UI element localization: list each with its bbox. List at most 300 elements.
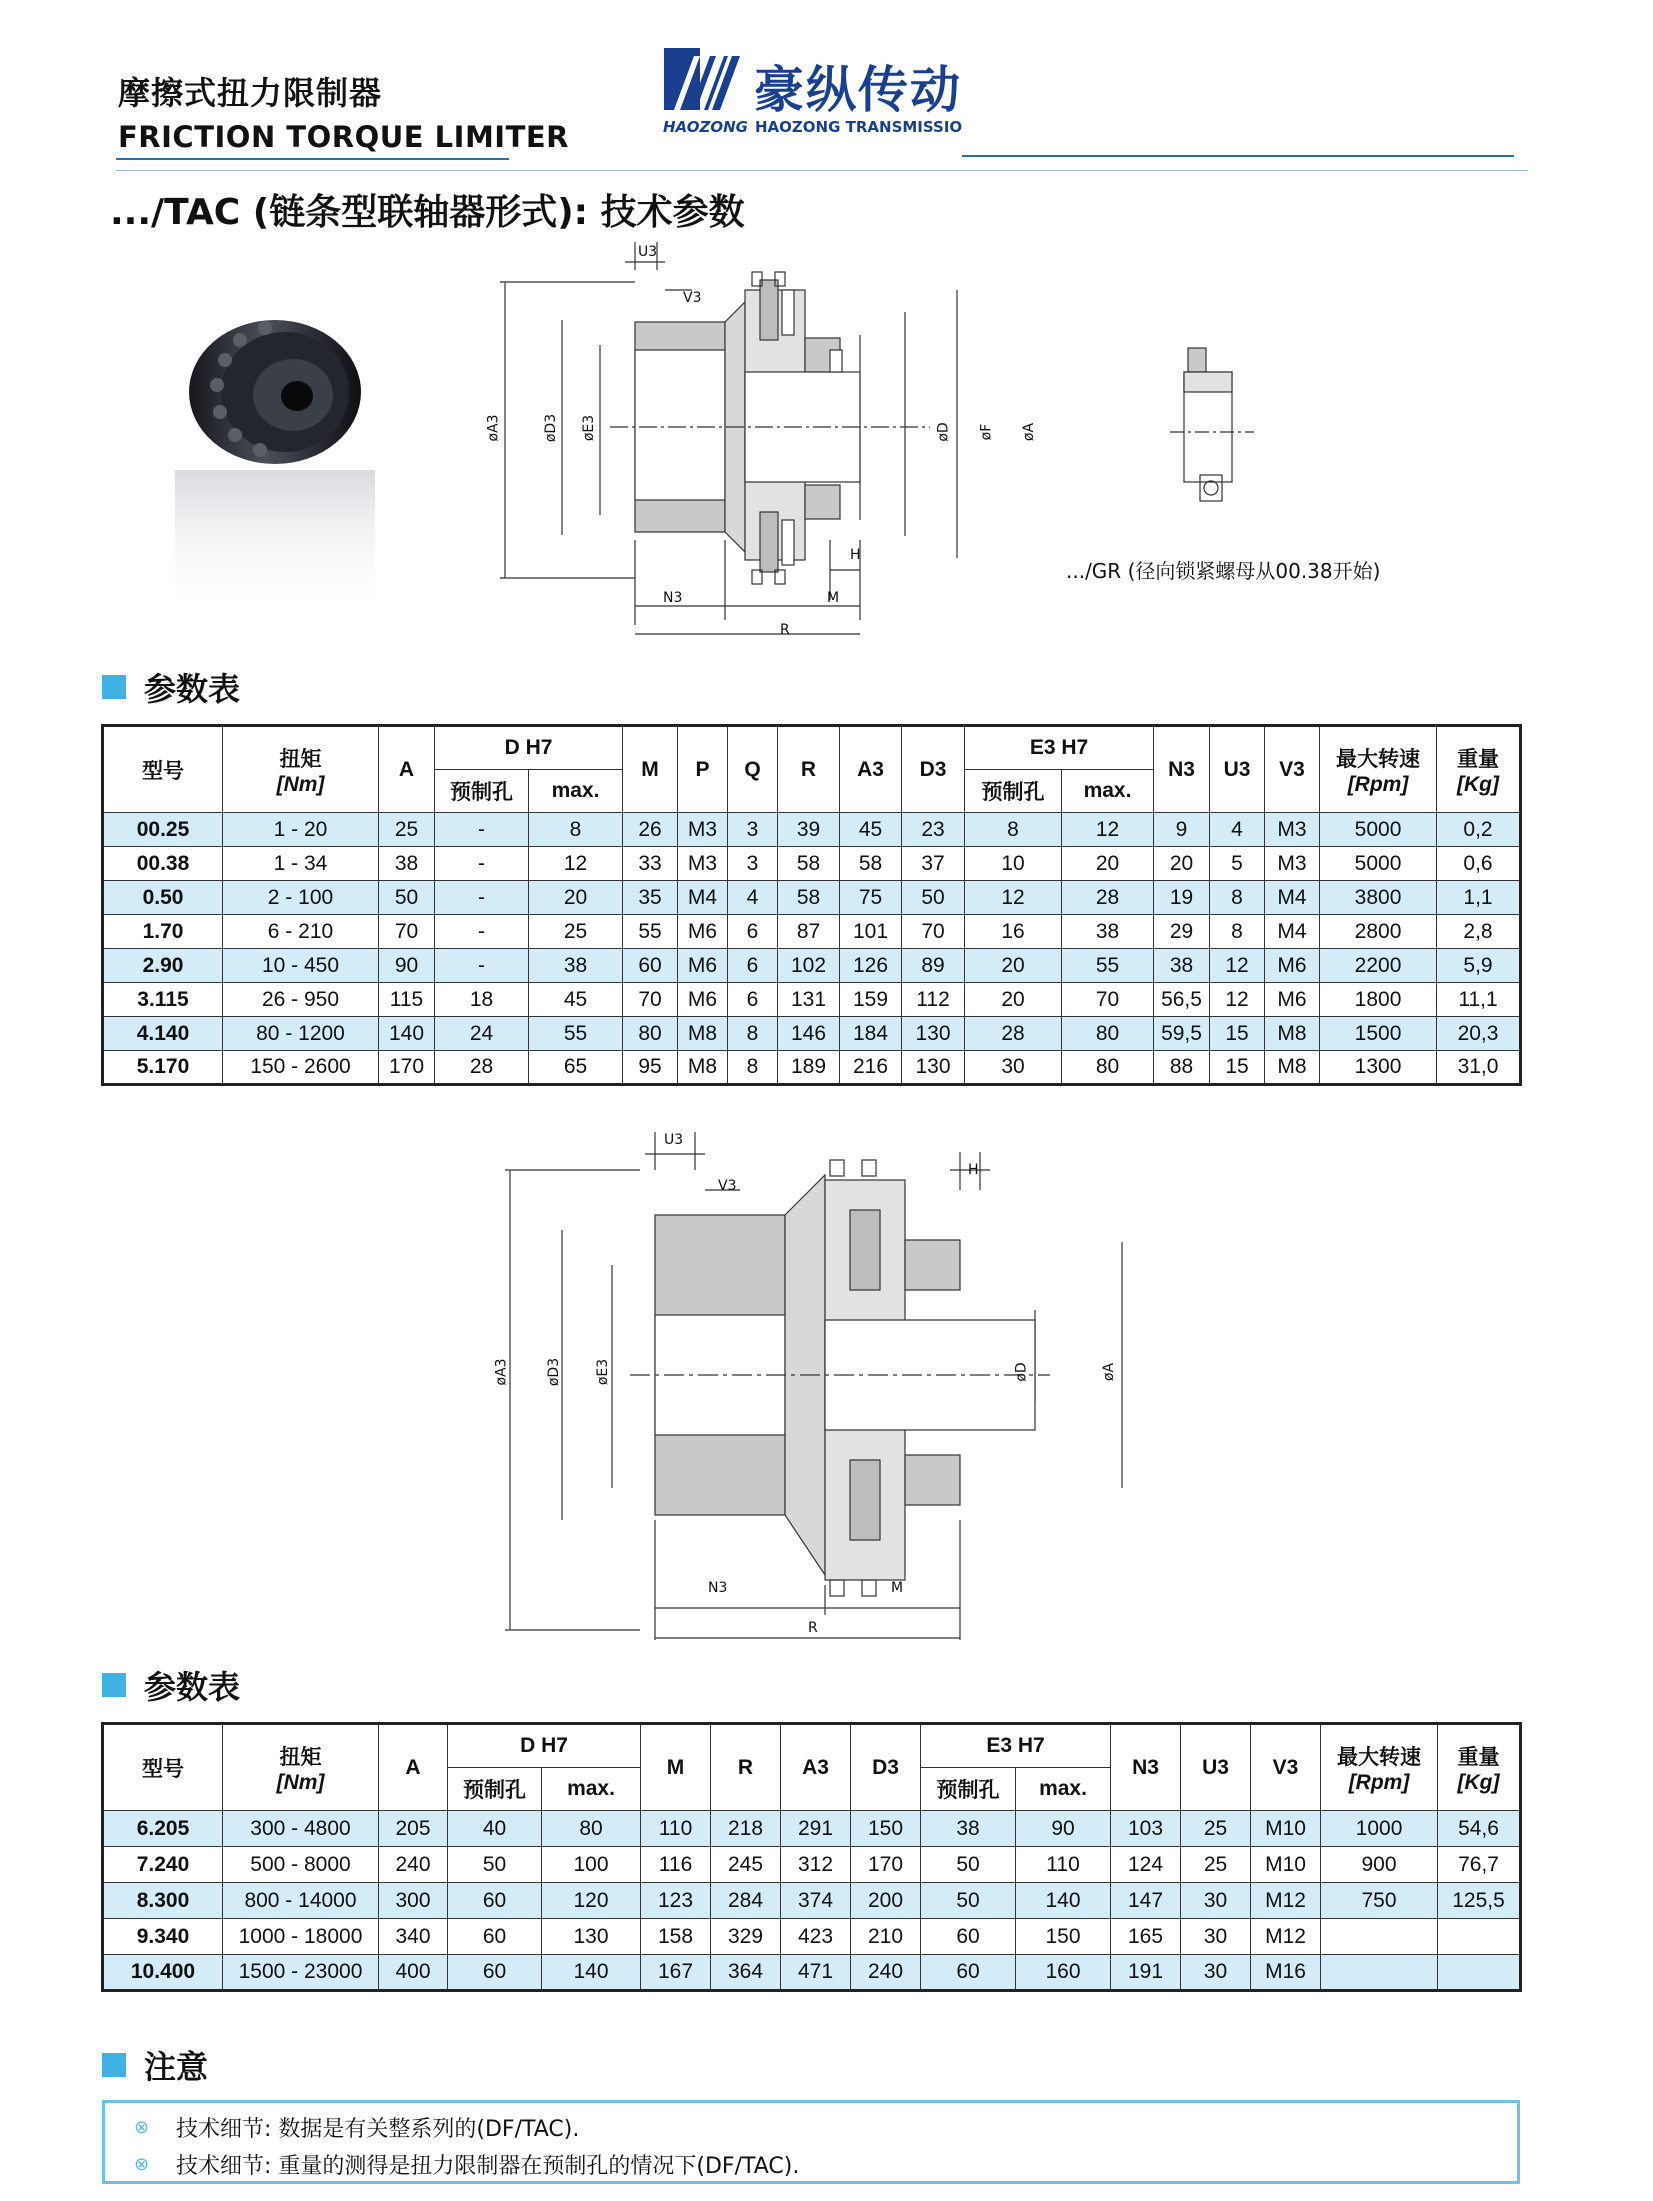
col-weight-unit: [Kg] <box>1457 1770 1500 1794</box>
col-d-pre: 预制孔 <box>448 1768 542 1811</box>
header-title-en: FRICTION TORQUE LIMITER <box>118 120 570 154</box>
table-cell: M4 <box>1265 881 1320 915</box>
table-cell: 0,6 <box>1437 847 1521 881</box>
table-cell: 123 <box>641 1883 711 1919</box>
page-title: .../TAC (链条型联轴器形式): 技术参数 <box>110 192 745 233</box>
table-cell: 19 <box>1154 881 1210 915</box>
table-cell: 16 <box>965 915 1062 949</box>
table-cell: M6 <box>1265 983 1320 1017</box>
table-cell <box>1438 1955 1521 1991</box>
header-rule-right <box>962 155 1514 157</box>
logo-text-zh: 豪纵传动 <box>754 61 962 119</box>
header-title-zh: 摩擦式扭力限制器 <box>118 74 383 112</box>
table-cell: - <box>435 915 529 949</box>
table-cell: 58 <box>778 881 840 915</box>
table-cell: 29 <box>1154 915 1210 949</box>
table-cell: 2,8 <box>1437 915 1521 949</box>
col-speed-unit: [Rpm] <box>1347 772 1409 796</box>
table-cell: 8 <box>1210 915 1265 949</box>
logo-text-en-short: HAOZONG <box>663 118 748 136</box>
col-q: Q <box>728 726 778 813</box>
table-cell: M3 <box>678 813 728 847</box>
table-cell: 146 <box>778 1017 840 1051</box>
table-row <box>103 1919 1521 1955</box>
table-cell: 115 <box>379 983 435 1017</box>
table-cell: 80 <box>542 1811 641 1847</box>
table-cell: - <box>435 847 529 881</box>
table-cell: 12 <box>529 847 623 881</box>
col-m: M <box>623 726 678 813</box>
table-cell: 126 <box>840 949 902 983</box>
col-e3-pre: 预制孔 <box>965 770 1062 813</box>
table-row <box>103 949 1521 983</box>
table-cell: 39 <box>778 813 840 847</box>
table-cell: 284 <box>711 1883 781 1919</box>
table-cell: 80 <box>1062 1051 1154 1085</box>
col-d-max: max. <box>529 770 623 813</box>
table-cell: 95 <box>623 1051 678 1085</box>
table-cell: 1 - 20 <box>223 813 379 847</box>
cell-model: 4.140 <box>103 1017 223 1051</box>
cell-model: 10.400 <box>103 1955 223 1991</box>
table-cell: M3 <box>678 847 728 881</box>
table-cell: 2 - 100 <box>223 881 379 915</box>
table-cell: 102 <box>778 949 840 983</box>
col-d: D H7 <box>448 1724 641 1768</box>
table-cell: 1000 - 18000 <box>223 1919 379 1955</box>
dim-label-r: R <box>780 622 790 638</box>
table-cell: 75 <box>840 881 902 915</box>
col-v3: V3 <box>1251 1724 1321 1811</box>
table-cell: 50 <box>902 881 965 915</box>
table-cell <box>1438 1919 1521 1955</box>
table-cell: M6 <box>678 915 728 949</box>
section-heading-text: 参数表 <box>144 1668 241 1706</box>
col-torque <box>223 726 379 813</box>
table-cell: 9 <box>1154 813 1210 847</box>
col-speed <box>1321 1724 1438 1811</box>
table-cell: 8 <box>728 1017 778 1051</box>
table-cell: 150 <box>851 1811 921 1847</box>
dim2-label-h: H <box>968 1162 979 1178</box>
company-logo-icon <box>660 48 744 116</box>
table-cell: 158 <box>641 1919 711 1955</box>
cell-model: 6.205 <box>103 1811 223 1847</box>
dim2-label-n3: N3 <box>708 1580 728 1596</box>
table-row <box>103 813 1521 847</box>
table-cell: 140 <box>379 1017 435 1051</box>
dim-label-m: M <box>827 590 840 606</box>
table-cell: 124 <box>1111 1847 1181 1883</box>
table-cell: 216 <box>840 1051 902 1085</box>
table-cell: 55 <box>1062 949 1154 983</box>
col-weight-label: 重量 <box>1457 1745 1500 1769</box>
table-cell: 50 <box>379 881 435 915</box>
table-cell: M8 <box>678 1017 728 1051</box>
table-cell: 3 <box>728 847 778 881</box>
col-speed <box>1320 726 1437 813</box>
table-cell: 40 <box>448 1811 542 1847</box>
table-cell: 15 <box>1210 1017 1265 1051</box>
col-e3-pre: 预制孔 <box>921 1768 1016 1811</box>
table-cell: 60 <box>448 1883 542 1919</box>
table-cell: 900 <box>1321 1847 1438 1883</box>
table-cell: 10 <box>965 847 1062 881</box>
table-cell: 6 <box>728 915 778 949</box>
table-cell: 160 <box>1016 1955 1111 1991</box>
table-cell: 65 <box>529 1051 623 1085</box>
dim-label-f: øF <box>978 423 995 441</box>
table-cell: 300 <box>379 1883 448 1919</box>
table-cell: 8 <box>1210 881 1265 915</box>
col-d-pre: 预制孔 <box>435 770 529 813</box>
table-cell: 159 <box>840 983 902 1017</box>
col-e3: E3 H7 <box>921 1724 1111 1768</box>
section-marker-icon <box>102 1673 126 1697</box>
table-cell: 240 <box>379 1847 448 1883</box>
dim2-label-d3: øD3 <box>546 1357 563 1387</box>
col-weight-unit: [Kg] <box>1457 772 1499 796</box>
table-cell: 2200 <box>1320 949 1437 983</box>
table-cell: M4 <box>678 881 728 915</box>
header-rule-left <box>116 158 509 160</box>
table-cell: 58 <box>778 847 840 881</box>
dim-label-e3: øE3 <box>581 414 598 442</box>
table-cell: - <box>435 949 529 983</box>
table-cell: 11,1 <box>1437 983 1521 1017</box>
dim2-label-m: M <box>891 1580 904 1596</box>
table-cell: 87 <box>778 915 840 949</box>
col-d: D H7 <box>435 726 623 770</box>
table-cell: 26 <box>623 813 678 847</box>
col-torque <box>223 1724 379 1811</box>
section-heading-notes <box>102 2042 208 2088</box>
table-cell: 8 <box>728 1051 778 1085</box>
table-cell: 58 <box>840 847 902 881</box>
table-cell: 191 <box>1111 1955 1181 1991</box>
table-cell: 33 <box>623 847 678 881</box>
col-u3: U3 <box>1210 726 1265 813</box>
table-cell: 20 <box>1062 847 1154 881</box>
table-cell: 205 <box>379 1811 448 1847</box>
table-cell: 37 <box>902 847 965 881</box>
dim2-label-e3: øE3 <box>595 1358 612 1386</box>
table-cell: 54,6 <box>1438 1811 1521 1847</box>
cell-model: 3.115 <box>103 983 223 1017</box>
table-cell: M12 <box>1251 1919 1321 1955</box>
table-cell: 750 <box>1321 1883 1438 1919</box>
table-cell: 26 - 950 <box>223 983 379 1017</box>
dim-label-h: H <box>850 547 861 563</box>
table-cell: 800 - 14000 <box>223 1883 379 1919</box>
note-bullet-icon: ⊗ <box>134 2154 150 2175</box>
dim2-label-d: øD <box>1013 1362 1030 1382</box>
table-cell: 240 <box>851 1955 921 1991</box>
table-cell: 150 - 2600 <box>223 1051 379 1085</box>
table-cell: 1,1 <box>1437 881 1521 915</box>
table-cell: 12 <box>965 881 1062 915</box>
table-cell: 28 <box>435 1051 529 1085</box>
table-cell: 70 <box>1062 983 1154 1017</box>
section-heading-table-2 <box>102 1662 240 1708</box>
note-text: 技术细节: 数据是有关整系列的(DF/TAC). <box>176 2117 580 2142</box>
table-row <box>103 881 1521 915</box>
table-cell: 28 <box>965 1017 1062 1051</box>
table-cell: 60 <box>448 1955 542 1991</box>
table-cell: 167 <box>641 1955 711 1991</box>
table-cell: 125,5 <box>1438 1883 1521 1919</box>
col-d-max: max. <box>542 1768 641 1811</box>
table-row <box>103 1847 1521 1883</box>
table-cell: 423 <box>781 1919 851 1955</box>
table-cell: 20 <box>965 983 1062 1017</box>
dim2-label-a: øA <box>1101 1362 1118 1382</box>
dim-label-a3: øA3 <box>485 414 502 442</box>
section-marker-icon <box>102 675 126 699</box>
table-cell: 55 <box>529 1017 623 1051</box>
table-cell: M10 <box>1251 1847 1321 1883</box>
col-torque-unit: [Nm] <box>276 1770 325 1794</box>
table-cell: 130 <box>902 1017 965 1051</box>
table-cell: 55 <box>623 915 678 949</box>
table-cell: M8 <box>1265 1017 1320 1051</box>
col-u3: U3 <box>1181 1724 1251 1811</box>
table-cell: 30 <box>1181 1919 1251 1955</box>
table-cell: 15 <box>1210 1051 1265 1085</box>
table-cell: 8 <box>529 813 623 847</box>
table-cell: 50 <box>921 1883 1016 1919</box>
table-cell: M4 <box>1265 915 1320 949</box>
section-heading-text: 注意 <box>144 2048 209 2086</box>
table-cell: M8 <box>678 1051 728 1085</box>
table-cell: 165 <box>1111 1919 1181 1955</box>
note-item <box>134 2112 579 2143</box>
technical-drawing-2 <box>490 1130 1150 1660</box>
table-cell: 4 <box>728 881 778 915</box>
table-cell: 5 <box>1210 847 1265 881</box>
table-cell: 3800 <box>1320 881 1437 915</box>
table-cell: 30 <box>965 1051 1062 1085</box>
col-a3: A3 <box>840 726 902 813</box>
table-cell: 170 <box>851 1847 921 1883</box>
table-cell: 70 <box>902 915 965 949</box>
dim2-label-u3: U3 <box>664 1132 684 1148</box>
table-cell: 329 <box>711 1919 781 1955</box>
table-cell: 35 <box>623 881 678 915</box>
dim-label-n3: N3 <box>663 590 683 606</box>
table-cell: 6 - 210 <box>223 915 379 949</box>
table-cell: M8 <box>1265 1051 1320 1085</box>
table-cell: 5000 <box>1320 847 1437 881</box>
table-cell: M12 <box>1251 1883 1321 1919</box>
cell-model: 5.170 <box>103 1051 223 1085</box>
table-cell: 12 <box>1210 983 1265 1017</box>
table-cell: 184 <box>840 1017 902 1051</box>
section-heading-table-1 <box>102 664 240 710</box>
col-r: R <box>778 726 840 813</box>
table-cell: 28 <box>1062 881 1154 915</box>
table-cell: 2800 <box>1320 915 1437 949</box>
table-cell: 20 <box>529 881 623 915</box>
dim2-label-a3: øA3 <box>493 1358 510 1386</box>
col-weight <box>1438 1724 1521 1811</box>
table-cell: 38 <box>921 1811 1016 1847</box>
table-cell: 10 - 450 <box>223 949 379 983</box>
table-cell: 88 <box>1154 1051 1210 1085</box>
dim2-label-v3: V3 <box>718 1178 737 1194</box>
table-cell: 70 <box>379 915 435 949</box>
table-cell: 1500 <box>1320 1017 1437 1051</box>
table-cell: M10 <box>1251 1811 1321 1847</box>
table-cell: 31,0 <box>1437 1051 1521 1085</box>
table-cell: 140 <box>542 1955 641 1991</box>
spec-table-2-body <box>103 1811 1521 1991</box>
table-cell: 38 <box>1154 949 1210 983</box>
table-cell: 110 <box>1016 1847 1111 1883</box>
table-cell: 25 <box>529 915 623 949</box>
table-row <box>103 847 1521 881</box>
table-cell: 100 <box>542 1847 641 1883</box>
table-cell: 80 - 1200 <box>223 1017 379 1051</box>
table-cell: 56,5 <box>1154 983 1210 1017</box>
table-cell: 5000 <box>1320 813 1437 847</box>
col-e3-max: max. <box>1016 1768 1111 1811</box>
note-text: 技术细节: 重量的测得是扭力限制器在预制孔的情况下(DF/TAC). <box>176 2154 800 2179</box>
table-cell: 90 <box>379 949 435 983</box>
col-v3: V3 <box>1265 726 1320 813</box>
table-cell: 101 <box>840 915 902 949</box>
table-cell: 30 <box>1181 1883 1251 1919</box>
table-cell: 18 <box>435 983 529 1017</box>
col-p: P <box>678 726 728 813</box>
table-cell: 60 <box>623 949 678 983</box>
table-cell: 400 <box>379 1955 448 1991</box>
table-cell: 12 <box>1210 949 1265 983</box>
cell-model: 1.70 <box>103 915 223 949</box>
table-cell: 20 <box>965 949 1062 983</box>
table-cell: M6 <box>1265 949 1320 983</box>
col-n3: N3 <box>1154 726 1210 813</box>
col-torque-label: 扭矩 <box>279 1745 322 1769</box>
table-cell: 120 <box>542 1883 641 1919</box>
table-cell: 210 <box>851 1919 921 1955</box>
table-cell: 147 <box>1111 1883 1181 1919</box>
table-cell: 170 <box>379 1051 435 1085</box>
table-cell: 1500 - 23000 <box>223 1955 379 1991</box>
spec-table-1-body <box>103 813 1521 1085</box>
note-item <box>134 2149 799 2180</box>
col-a: A <box>379 726 435 813</box>
table-cell: 340 <box>379 1919 448 1955</box>
technical-drawing-1 <box>460 240 1060 650</box>
table-cell: 25 <box>1181 1811 1251 1847</box>
table-cell: 23 <box>902 813 965 847</box>
cell-model: 0.50 <box>103 881 223 915</box>
dim-label-d3: øD3 <box>543 413 560 443</box>
table-cell: 24 <box>435 1017 529 1051</box>
table-cell: 150 <box>1016 1919 1111 1955</box>
dim-label-u3: U3 <box>638 244 658 260</box>
table-cell: 60 <box>921 1919 1016 1955</box>
table-cell: 45 <box>529 983 623 1017</box>
table-cell: 20,3 <box>1437 1017 1521 1051</box>
table-cell: 90 <box>1016 1811 1111 1847</box>
table-cell: 312 <box>781 1847 851 1883</box>
table-cell: 218 <box>711 1811 781 1847</box>
product-photo <box>165 300 380 630</box>
table-cell: 140 <box>1016 1883 1111 1919</box>
col-model: 型号 <box>103 726 223 813</box>
table-cell: 116 <box>641 1847 711 1883</box>
table-cell: 38 <box>529 949 623 983</box>
table-row <box>103 1017 1521 1051</box>
table-cell: 30 <box>1181 1955 1251 1991</box>
table-cell: 300 - 4800 <box>223 1811 379 1847</box>
col-m: M <box>641 1724 711 1811</box>
logo-text-en-long: HAOZONG TRANSMISSIO <box>755 118 963 136</box>
table-cell: M16 <box>1251 1955 1321 1991</box>
col-a3: A3 <box>781 1724 851 1811</box>
col-d3: D3 <box>902 726 965 813</box>
table-cell: 291 <box>781 1811 851 1847</box>
cell-model: 00.38 <box>103 847 223 881</box>
table-cell: 131 <box>778 983 840 1017</box>
table-cell: - <box>435 813 529 847</box>
spec-table-1 <box>101 724 1522 1086</box>
table-cell: M3 <box>1265 847 1320 881</box>
table-cell: 6 <box>728 983 778 1017</box>
table-cell: M6 <box>678 983 728 1017</box>
table-cell: 45 <box>840 813 902 847</box>
table-cell: 1300 <box>1320 1051 1437 1085</box>
table-cell: 70 <box>623 983 678 1017</box>
col-speed-label: 最大转速 <box>1336 747 1421 771</box>
col-a: A <box>379 1724 448 1811</box>
table-cell: 50 <box>921 1847 1016 1883</box>
table-row <box>103 1955 1521 1991</box>
table-cell: 76,7 <box>1438 1847 1521 1883</box>
table-cell: M6 <box>678 949 728 983</box>
table-cell: 471 <box>781 1955 851 1991</box>
cell-model: 8.300 <box>103 1883 223 1919</box>
table-cell: 5,9 <box>1437 949 1521 983</box>
table-cell: 8 <box>965 813 1062 847</box>
cell-model: 9.340 <box>103 1919 223 1955</box>
table-cell: 3 <box>728 813 778 847</box>
table-cell: M3 <box>1265 813 1320 847</box>
dim2-label-r: R <box>808 1620 818 1636</box>
col-e3: E3 H7 <box>965 726 1154 770</box>
table-cell: 245 <box>711 1847 781 1883</box>
table-cell: 1 - 34 <box>223 847 379 881</box>
table-cell: 4 <box>1210 813 1265 847</box>
table-cell: 80 <box>623 1017 678 1051</box>
table-cell <box>1321 1919 1438 1955</box>
drawing-1-caption: .../GR (径向锁紧螺母从00.38开始) <box>1066 559 1381 583</box>
table-cell: 0,2 <box>1437 813 1521 847</box>
table-cell: 89 <box>902 949 965 983</box>
table-cell: 60 <box>448 1919 542 1955</box>
table-row <box>103 1883 1521 1919</box>
col-torque-label: 扭矩 <box>279 747 322 771</box>
table-cell: 50 <box>448 1847 542 1883</box>
table-cell: 38 <box>379 847 435 881</box>
col-n3: N3 <box>1111 1724 1181 1811</box>
table-cell: 25 <box>379 813 435 847</box>
table-cell: - <box>435 881 529 915</box>
table-row <box>103 1051 1521 1085</box>
table-cell: 25 <box>1181 1847 1251 1883</box>
